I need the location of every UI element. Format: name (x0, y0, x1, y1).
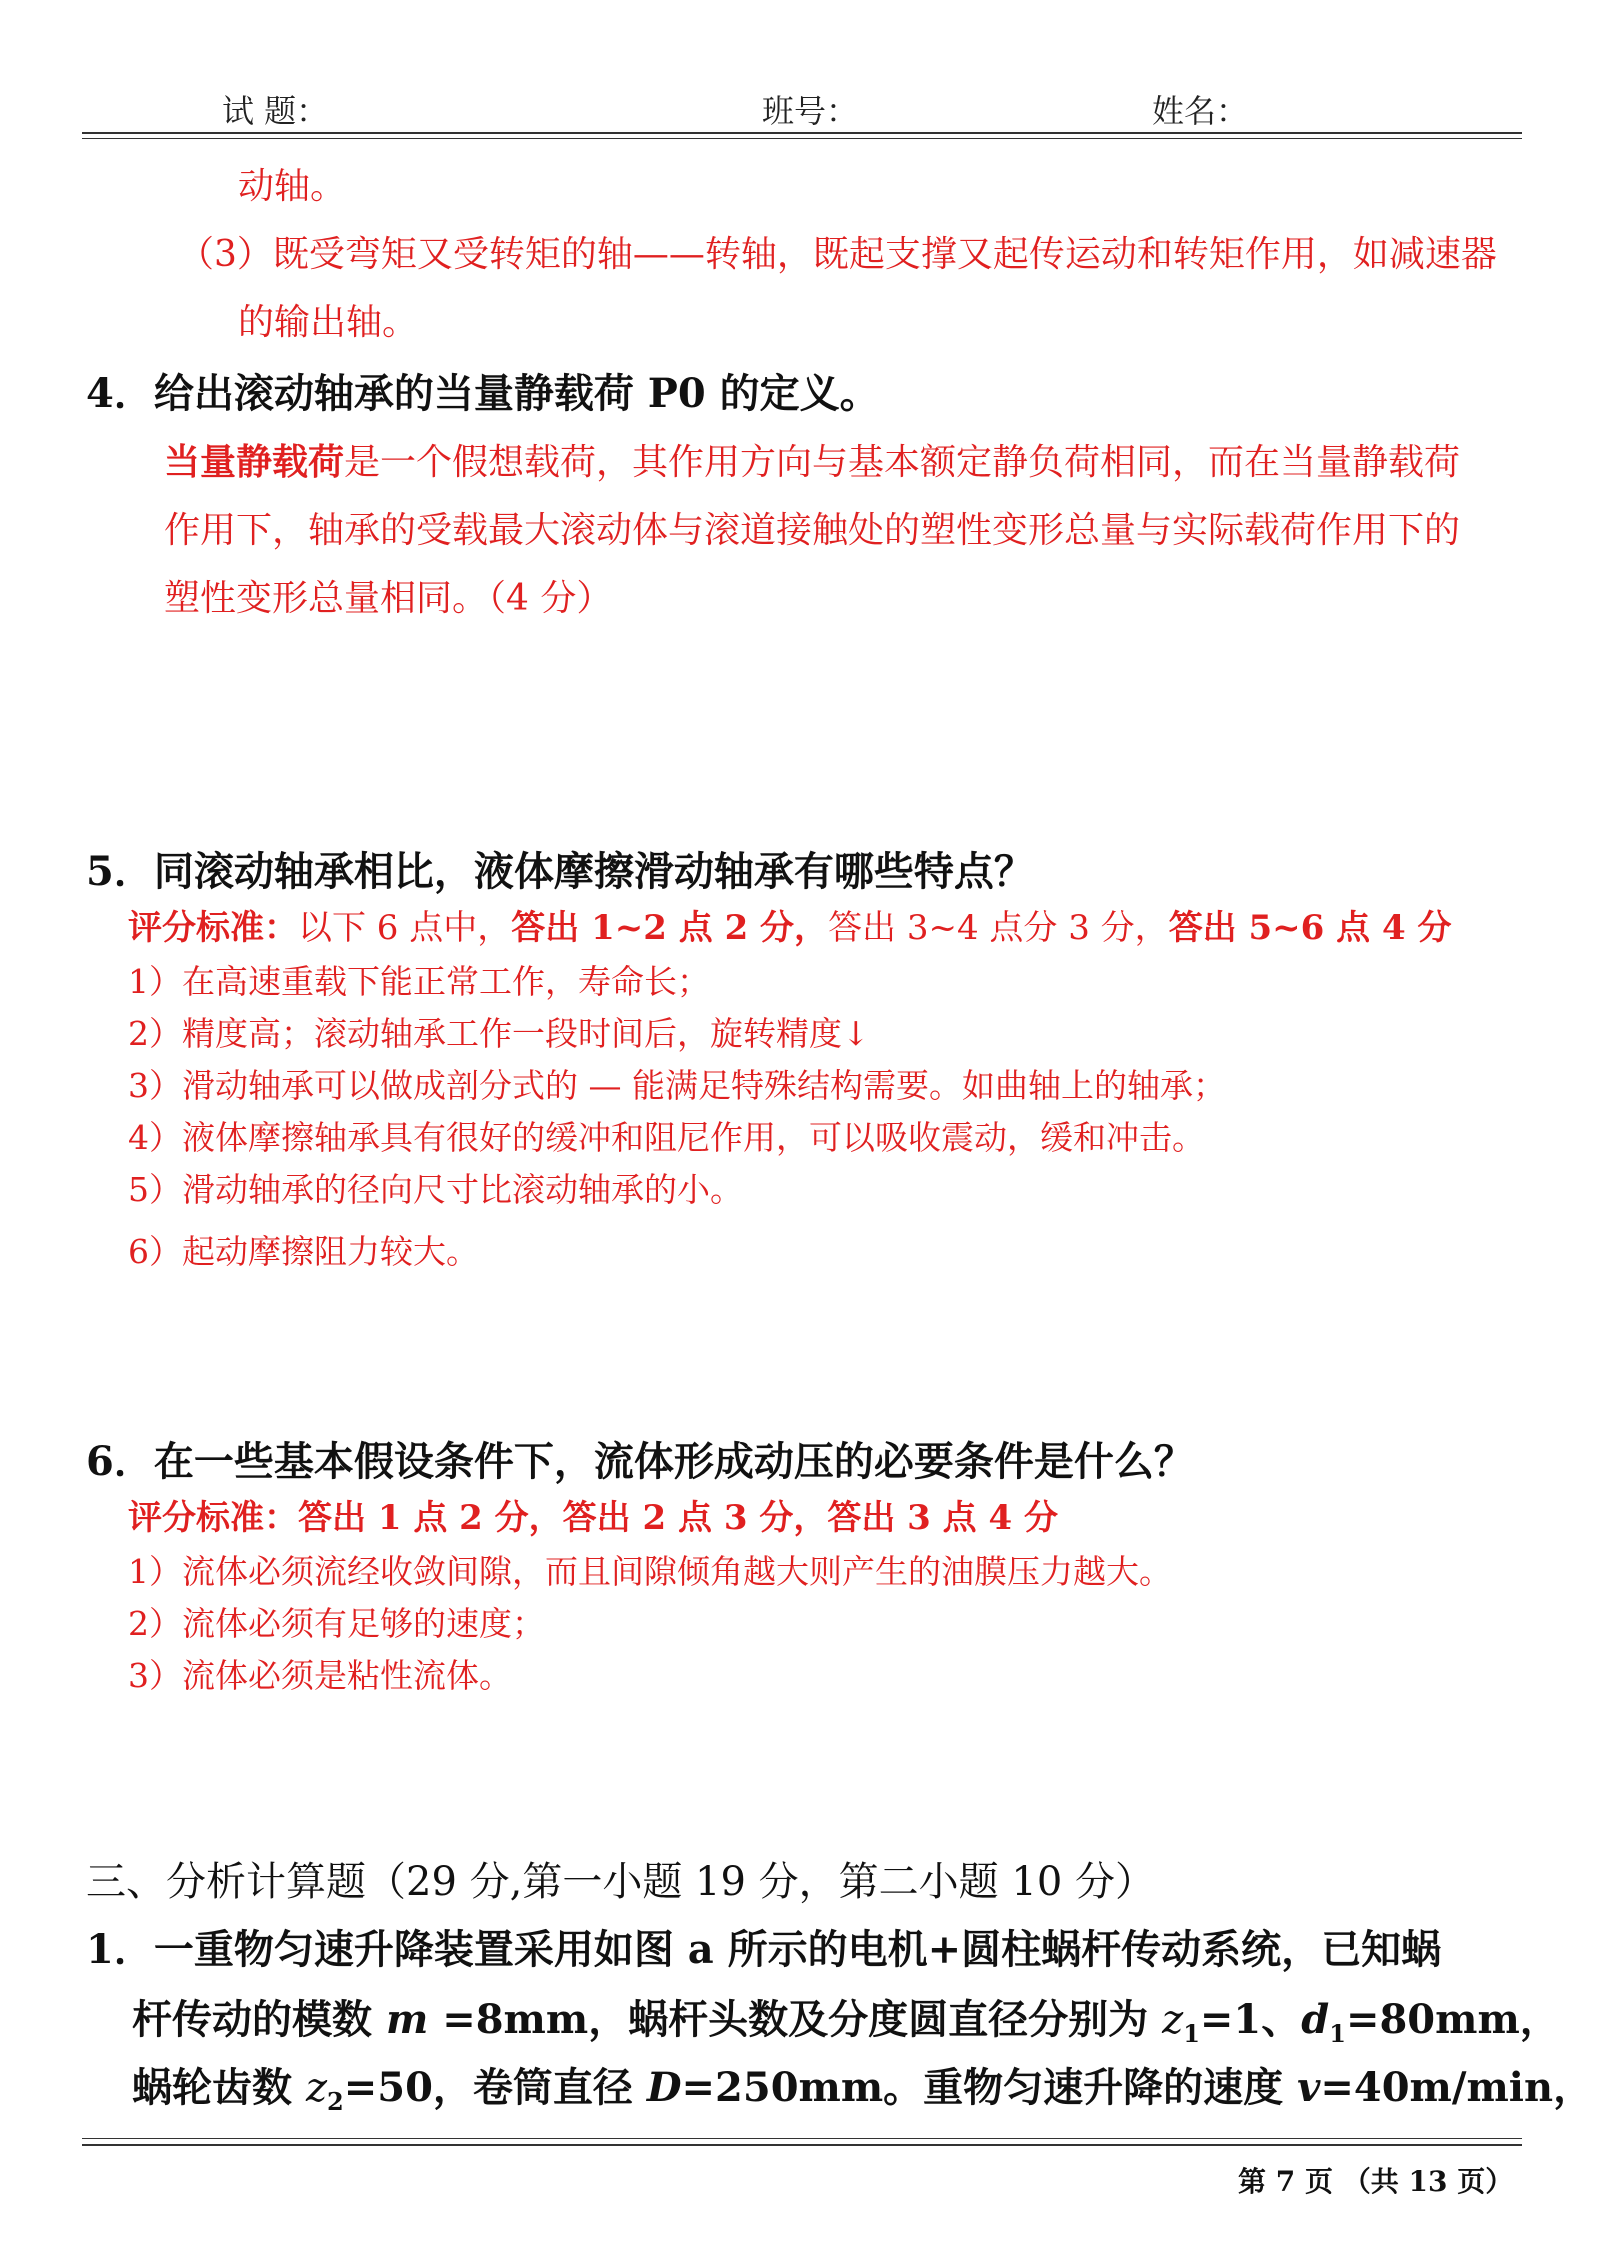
symbol-m: m (385, 1996, 429, 2043)
q6-item-3: 3）流体必须是粘性流体。 (128, 1656, 512, 1695)
problem1-l2-text-c: =1、 (1199, 1996, 1302, 2043)
q5-criteria-part2: 答出 1~2 点 2 分， (511, 908, 829, 948)
q4-answer-term: 当量静载荷 (164, 441, 345, 483)
q5-criteria-label: 评分标准： (128, 908, 298, 948)
q5-item-1: 1）在高速重载下能正常工作，寿命长； (128, 962, 710, 1001)
q5-criteria-part4: 答出 5~6 点 4 分 (1168, 908, 1452, 948)
q5-criteria (128, 900, 1452, 949)
header-name-label: 姓名： (1152, 92, 1249, 130)
problem1-l3-text-a: 蜗轮齿数 (132, 2064, 306, 2111)
prev-answer-line2: （3）既受弯矩又受转矩的轴——转轴，既起支撑又起传运动和转矩作用，如减速器 (178, 234, 1497, 275)
problem1-l3-text-d: =40m/min， (1320, 2064, 1594, 2111)
q5-item-3: 3）滑动轴承可以做成剖分式的 — 能满足特殊结构需要。如曲轴上的轴承； (128, 1066, 1226, 1105)
header-class-label: 班号： (762, 92, 859, 130)
problem1-line3 (132, 2056, 1593, 2116)
symbol-D: D (646, 2064, 682, 2111)
problem1-l2-text-a: 杆传动的模数 (132, 1996, 386, 2043)
header-exam-label: 试 题： (222, 92, 329, 130)
q5-item-4: 4）液体摩擦轴承具有很好的缓冲和阻尼作用，可以吸收震动，缓和冲击。 (128, 1118, 1205, 1157)
symbol-d1-subscript: 1 (1329, 2019, 1346, 2048)
prev-answer-line3: 的输出轴。 (238, 302, 419, 343)
footer-rule-thin (82, 2138, 1522, 2139)
q5-item-5: 5）滑动轴承的径向尺寸比滚动轴承的小。 (128, 1170, 743, 1209)
footer-rule (82, 2144, 1522, 2146)
question-4: 4．给出滚动轴承的当量静载荷 P0 的定义。 (86, 370, 880, 417)
problem1-l3-text-c: =250mm。重物匀速升降的速度 (681, 2064, 1298, 2111)
problem1-line2 (132, 1988, 1560, 2048)
q6-criteria: 评分标准：答出 1 点 2 分，答出 2 点 3 分，答出 3 点 4 分 (128, 1498, 1058, 1538)
question-5: 5．同滚动轴承相比，液体摩擦滑动轴承有哪些特点？ (86, 848, 1034, 895)
q4-answer-line3: 塑性变形总量相同。（4 分） (164, 578, 613, 619)
q5-criteria-part1: 以下 6 点中， (298, 908, 512, 948)
section3-title: 三、分析计算题（29 分,第一小题 19 分，第二小题 10 分） (86, 1859, 1155, 1905)
header-rule (82, 132, 1522, 134)
symbol-z1: z (1162, 1997, 1184, 2043)
q5-item-6: 6）起动摩擦阻力较大。 (128, 1232, 479, 1271)
q6-item-2: 2）流体必须有足够的速度； (128, 1604, 545, 1643)
symbol-z2: z (305, 2065, 328, 2111)
symbol-z2-subscript: 2 (327, 2087, 344, 2116)
page-number: 第 7 页 （共 13 页） (1238, 2165, 1514, 2198)
problem1-l3-text-b: =50，卷筒直径 (343, 2064, 647, 2111)
symbol-z1-subscript: 1 (1183, 2019, 1200, 2048)
header-rule-thin (82, 138, 1522, 139)
question-6: 6．在一些基本假设条件下，流体形成动压的必要条件是什么？ (86, 1438, 1194, 1485)
q5-criteria-part3: 答出 3~4 点分 3 分， (828, 908, 1169, 948)
symbol-d1: d (1301, 1996, 1330, 2043)
symbol-v: v (1297, 2064, 1321, 2111)
q4-answer-line1 (164, 434, 1460, 485)
problem1-l2-text-b: =8mm，蜗杆头数及分度圆直径分别为 (428, 1996, 1163, 2043)
q6-item-1: 1）流体必须流经收敛间隙，而且间隙倾角越大则产生的油膜压力越大。 (128, 1552, 1172, 1591)
prev-answer-line1: 动轴。 (238, 166, 347, 207)
q4-answer-line2: 作用下，轴承的受载最大滚动体与滚道接触处的塑性变形总量与实际载荷作用下的 (164, 510, 1461, 551)
problem1-line1: 1．一重物匀速升降装置采用如图 a 所示的电机+圆柱蜗杆传动系统，已知蜗 (86, 1926, 1442, 1973)
problem1-l2-text-d: =80mm， (1345, 1996, 1560, 2043)
q5-item-2: 2）精度高；滚动轴承工作一段时间后，旋转精度↓ (128, 1014, 870, 1053)
q4-answer-line1-rest: 是一个假想载荷，其作用方向与基本额定静负荷相同，而在当量静载荷 (344, 442, 1461, 483)
